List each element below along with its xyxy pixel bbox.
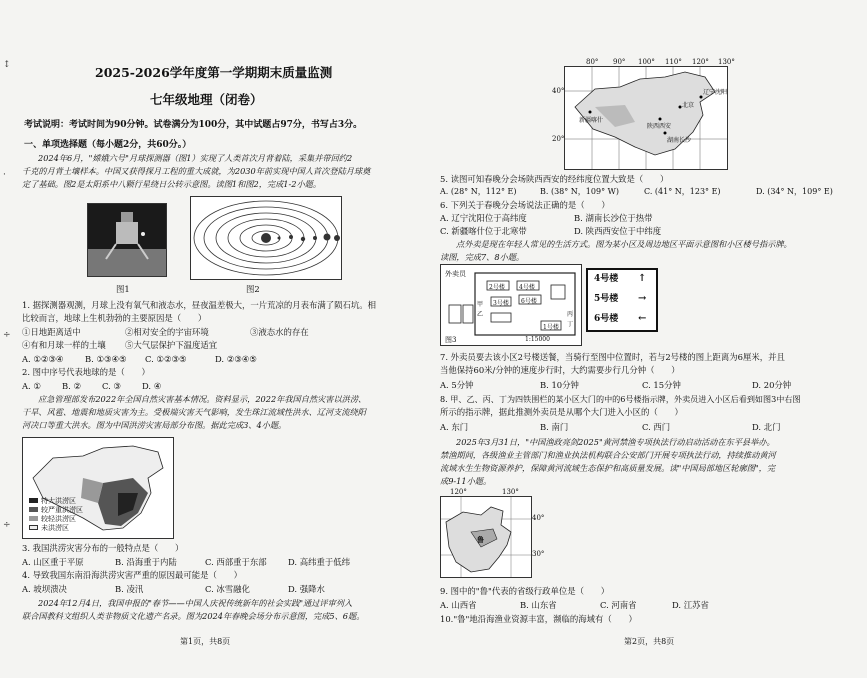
q1-statement-1: ①日地距离适中 — [22, 327, 81, 337]
plan-building-4: 4号楼 — [519, 284, 535, 291]
legend-label-serious: 较严重洪涝区 — [41, 506, 83, 514]
binding-mark: ÷ — [3, 520, 11, 530]
q1-statement-5: ⑤大气层保护下温度适宜 — [125, 340, 218, 350]
question-7-line-1: 7. 外卖员要去该小区2号楼送餐，当骑行至图中位置时，若与2号楼的图上距离为6厘米，并且 — [440, 352, 785, 362]
regional-map — [440, 496, 532, 578]
map-lon-120: 120° — [450, 488, 467, 496]
q3-choice-d[interactable]: D. 高纬重于低纬 — [288, 557, 350, 567]
q3-choice-b[interactable]: B. 沿海重于内陆 — [115, 557, 177, 567]
question-7-line-2: 当他保持60米/分钟的速度步行时，大约需要步行几分钟（ ） — [440, 365, 680, 375]
china-flood-map — [22, 437, 174, 539]
plan-gate-jia: 甲 — [477, 301, 484, 308]
question-1-line-1: 1. 据探测器观测，月球上没有氧气和液态水，昼夜温差极大，一片荒凉的月表布满了陨石坑。相 — [22, 300, 377, 310]
legend-swatch-serious — [29, 507, 38, 512]
plan-gate-ding: 丁 — [567, 321, 574, 328]
binding-mark: ↕ — [3, 60, 11, 70]
q7-choice-c[interactable]: C. 15分钟 — [642, 380, 681, 390]
q5-choice-c[interactable]: C. (41° N，123° E) — [644, 187, 721, 196]
lon-80: 80° — [586, 58, 599, 66]
q6-choice-b[interactable]: B. 湖南长沙位于热带 — [574, 213, 653, 223]
city-shenyang: 辽宁沈阳 — [703, 89, 728, 96]
q1-statement-4: ④有和月球一样的土壤 — [22, 340, 106, 350]
q1-statement-2: ②相对安全的宇宙环境 — [125, 327, 209, 337]
question-8-line-2: 所示的指示牌，据此推测外卖员是从哪个大门进入小区的（ ） — [440, 407, 683, 417]
plan-building-1: 1号楼 — [543, 324, 559, 331]
q2-choice-b[interactable]: B. ② — [62, 381, 81, 391]
q8-choice-a[interactable]: A. 东门 — [440, 422, 469, 432]
figure-2-caption: 图2 — [246, 284, 260, 294]
q5-choice-d[interactable]: D. (34° N，109° E) — [756, 187, 833, 196]
passage-5-line-4: 成9-11小题。 — [440, 476, 492, 486]
solar-system-diagram — [190, 196, 342, 280]
solar-system-orbits — [191, 197, 341, 279]
lon-90: 90° — [613, 58, 626, 66]
arrow-left-icon: ← — [638, 313, 647, 324]
q9-choice-d[interactable]: D. 江苏省 — [672, 600, 709, 610]
q9-choice-c[interactable]: C. 河南省 — [600, 600, 637, 610]
page-footer-2: 第2页，共8页 — [624, 637, 675, 646]
lon-130: 130° — [718, 58, 735, 66]
sign-building-5: 5号楼 — [594, 294, 619, 304]
exam-note: 考试说明：考试时间为90分钟。试卷满分为100分，其中试题占97分，书写占3分。 — [24, 120, 363, 130]
q4-choice-a[interactable]: A. 坡坝溃决 — [22, 584, 67, 594]
city-kashgar: 新疆喀什 — [579, 117, 604, 124]
q1-choice-c[interactable]: C. ①②③⑤ — [145, 354, 187, 364]
china-grid-map — [564, 66, 728, 170]
binding-mark: · — [3, 170, 6, 180]
arrow-up-icon: ↑ — [638, 273, 647, 284]
map-lat-40: 40° — [532, 514, 545, 522]
q5-choice-b[interactable]: B. (38° N，109° W) — [540, 187, 619, 196]
question-5: 5. 读图可知春晚分会场陕西西安的经纬度位置大致是（ ） — [440, 174, 669, 184]
passage-5-line-2: 禁渔期间，各级渔业主管部门和渔业执法机构联合公安部门开展专项执法行动，持续推动黄河 — [440, 450, 776, 460]
question-8-line-1: 8. 甲、乙、丙、丁为四铁围栏的某小区大门的中的6号楼指示牌，外卖员进入小区后看到如图3中右图 — [440, 394, 801, 404]
sign-building-4: 4号楼 — [594, 274, 619, 284]
left-page — [0, 0, 433, 678]
passage-1-line-3: 定了基础。图2是太阳系中八颗行星绕日公转示意图。读图1和图2，完成1-2小题。 — [22, 179, 322, 189]
q1-choice-d[interactable]: D. ②③④⑤ — [215, 354, 257, 364]
q3-choice-a[interactable]: A. 山区重于平原 — [22, 557, 84, 567]
plan-gate-bing: 丙 — [567, 311, 574, 318]
lander-image — [88, 204, 166, 276]
q4-choice-d[interactable]: D. 强降水 — [288, 584, 325, 594]
map-label-lu: 鲁 — [477, 535, 484, 544]
city-beijing: 北京 — [682, 102, 695, 109]
regional-map-shape — [441, 497, 531, 577]
q6-choice-a[interactable]: A. 辽宁沈阳位于高纬度 — [440, 213, 527, 223]
q8-choice-c[interactable]: C. 西门 — [642, 422, 671, 432]
q7-choice-d[interactable]: D. 20分钟 — [752, 380, 792, 390]
passage-4-line-2: 读图，完成7、8小题。 — [440, 252, 525, 262]
legend-swatch-none — [29, 525, 38, 530]
q1-choice-a[interactable]: A. ①②③④ — [22, 354, 64, 364]
plan-scale: 1:15000 — [525, 336, 550, 343]
passage-2-line-1: 应急管理部发布2022年全国自然灾害基本情况。资料显示，2022年我国自然灾害以洪涝、 — [38, 394, 367, 404]
q2-choice-c[interactable]: C. ③ — [102, 381, 121, 391]
passage-5-line-3: 流域水生生物资源养护，保障黄河流域生态保护和高质量发展。读"中国局部地区轮廓图"，完 — [440, 463, 776, 473]
q2-choice-d[interactable]: D. ④ — [142, 381, 162, 391]
city-xian: 陕西西安 — [647, 123, 672, 130]
lat-40: 40° — [552, 87, 565, 95]
q7-choice-b[interactable]: B. 10分钟 — [540, 380, 579, 390]
sign-building-6: 6号楼 — [594, 314, 619, 324]
legend-label-severe: 特大洪涝区 — [41, 497, 76, 505]
q4-choice-c[interactable]: C. 冰雪融化 — [205, 584, 250, 594]
q2-choice-a[interactable]: A. ① — [22, 381, 41, 391]
figure-1-caption: 图1 — [116, 284, 130, 294]
q4-choice-b[interactable]: B. 凌汛 — [115, 584, 144, 594]
plan-building-2: 2号楼 — [489, 284, 505, 291]
q9-choice-b[interactable]: B. 山东省 — [520, 600, 557, 610]
q6-choice-c[interactable]: C. 新疆喀什位于北寒带 — [440, 226, 527, 236]
community-plan — [440, 264, 582, 346]
q1-choice-b[interactable]: B. ①③④⑤ — [85, 354, 127, 364]
passage-2-line-3: 河决口等重大洪水。图为中国洪涝灾害局部分布图。据此完成3、4小题。 — [22, 420, 287, 430]
lon-110: 110° — [665, 58, 682, 66]
legend-swatch-light — [29, 516, 38, 521]
question-6: 6. 下列关于春晚分会场说法正确的是（ ） — [440, 200, 610, 210]
question-10: 10."鲁"地沿海渔业资源丰富，濒临的海域有（ ） — [440, 614, 637, 624]
arrow-right-icon: → — [638, 293, 647, 304]
page-footer-1: 第1页，共8页 — [180, 637, 231, 646]
exam-subtitle: 七年级地理（闭卷） — [150, 92, 263, 107]
q6-choice-d[interactable]: D. 陕西西安位于中纬度 — [574, 226, 662, 236]
plan-building-6: 6号楼 — [521, 298, 537, 305]
q7-choice-a[interactable]: A. 5分钟 — [440, 380, 474, 390]
q5-choice-a[interactable]: A. (28° N，112° E) — [440, 187, 517, 196]
map-lon-130: 130° — [502, 488, 519, 496]
section-heading: 一、单项选择题（每小题2分，共60分。） — [24, 140, 192, 150]
plan-building-3: 3号楼 — [493, 300, 509, 307]
plan-gate-yi: 乙 — [477, 311, 484, 318]
building-signboard — [586, 268, 658, 332]
exam-title: 2025-2026学年度第一学期期末质量监测 — [95, 65, 333, 80]
plan-label-courier: 外卖员 — [445, 270, 466, 278]
lon-120: 120° — [692, 58, 709, 66]
plan-label-figure: 图3 — [445, 336, 457, 344]
q3-choice-c[interactable]: C. 西部重于东部 — [205, 557, 267, 567]
lat-20: 20° — [552, 135, 565, 143]
legend-label-none: 未洪涝区 — [41, 524, 69, 532]
question-2: 2. 图中序号代表地球的是（ ） — [22, 367, 150, 377]
legend-swatch-severe — [29, 498, 38, 503]
passage-3-line-1: 2024年12月4日，我国申报的"春节——中国人庆祝传统新年的社会实践"通过评审列入 — [38, 598, 353, 608]
passage-4-line-1: 点外卖是现在年轻人常见的生活方式。图为某小区及周边地区平面示意图和小区楼号指示牌。 — [456, 239, 792, 249]
q8-choice-d[interactable]: D. 北门 — [752, 422, 781, 432]
passage-1-line-2: 千克的月背土壤样本。中国又获得探月工程的重大成就，为2030年前实现中国人首次登陆月球奠 — [22, 166, 371, 176]
q1-statement-3: ③液态水的存在 — [250, 327, 309, 337]
passage-1-line-1: 2024年6月，"嫦娥六号"月球探测器（图1）实现了人类首次月背着陆，采集并带回约2 — [38, 153, 353, 163]
legend-label-light: 较轻洪涝区 — [41, 515, 76, 523]
lander-photo — [87, 203, 167, 277]
q9-choice-a[interactable]: A. 山西省 — [440, 600, 477, 610]
binding-mark: ÷ — [3, 330, 11, 340]
lon-100: 100° — [638, 58, 655, 66]
question-9: 9. 图中的"鲁"代表的省级行政单位是（ ） — [440, 586, 610, 596]
map-lat-30: 30° — [532, 550, 545, 558]
question-1-line-2: 比较而言，地球上生机勃勃的主要原因是（ ） — [22, 313, 207, 323]
city-changsha: 湖南长沙 — [667, 137, 692, 144]
passage-5-line-1: 2025年3月31日，"中国渔政亮剑2025"黄河禁渔专项执法行动启动活动在东平县举办。 — [456, 437, 775, 447]
right-page — [434, 0, 867, 678]
question-3: 3. 我国洪涝灾害分布的一般特点是（ ） — [22, 543, 184, 553]
passage-2-line-2: 干旱、风雹、地震和地质灾害为主。受极端灾害天气影响，发生珠江流域性洪水、辽河支流绕阳 — [22, 407, 366, 417]
question-4: 4. 导致我国东南沿海洪涝灾害严重的原因最可能是（ ） — [22, 570, 243, 580]
passage-3-line-2: 联合国教科文组织人类非物质文化遗产名录。图为2024年春晚会场分布示意图，完成5、6题。 — [22, 611, 365, 621]
q8-choice-b[interactable]: B. 南门 — [540, 422, 569, 432]
